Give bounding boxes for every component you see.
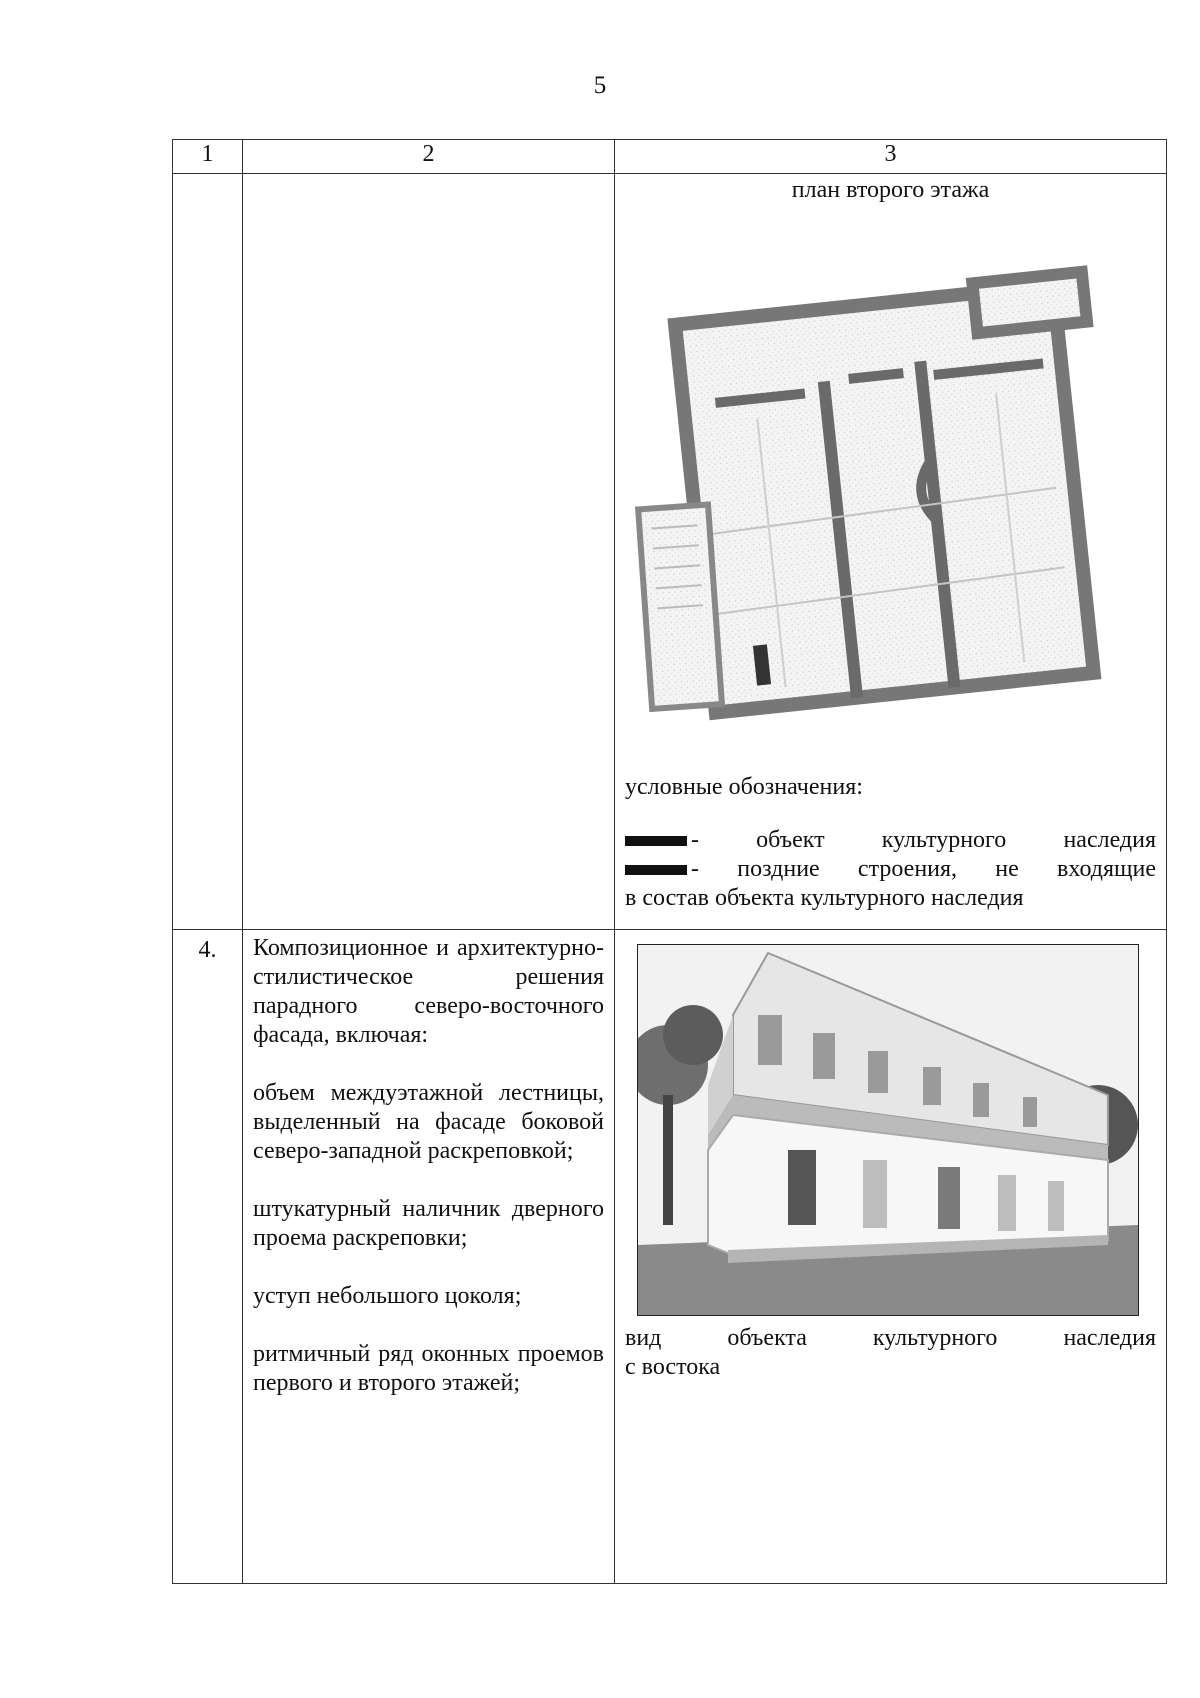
- description-paragraph: штукатурный наличник дверного проема раскреповки;: [253, 1196, 604, 1251]
- plan-cell: [615, 174, 1167, 930]
- building-photo: [637, 944, 1139, 1316]
- row-number: 4.: [173, 930, 243, 1584]
- plan-legend: [615, 773, 1166, 913]
- table-header-row: [173, 140, 1167, 174]
- photo-caption: [615, 1316, 1166, 1382]
- header-cell-1: 1: [173, 140, 243, 174]
- description-paragraph: объем междуэтажной лестницы, выделенный на фасаде боковой северо-западной раскреповкой;: [253, 1080, 604, 1164]
- legend-label-late: - поздние строения, не входящие: [691, 856, 1156, 882]
- floor-plan-drawing: [615, 205, 1167, 765]
- legend-item-late: [625, 855, 1156, 884]
- legend-swatch-heritage: [625, 836, 687, 846]
- caption-line-2: с востока: [625, 1354, 721, 1380]
- caption-line-1: вид объекта культурного наследия: [625, 1325, 1156, 1351]
- legend-item-late-cont: в состав объекта культурного наследия: [625, 885, 1024, 911]
- description-paragraph: Композиционное и архитектурно-стилистическое решения парадного северо-восточного фасада, включая:: [253, 935, 604, 1048]
- legend-title: условные обозначения:: [625, 774, 863, 800]
- plan-title: план второго этажа: [791, 177, 990, 203]
- legend-swatch-late: [625, 865, 687, 875]
- page-number: 5: [593, 72, 607, 99]
- legend-label-heritage: - объект культурного наследия: [691, 827, 1156, 853]
- legend-item-heritage: [625, 826, 1156, 855]
- header-cell-2: 2: [243, 140, 615, 174]
- photo-cell: [615, 930, 1167, 1584]
- heritage-table: [172, 139, 1167, 1584]
- table-row-plan: [173, 174, 1167, 930]
- empty-cell: [243, 174, 615, 930]
- facade-description: [243, 930, 615, 1584]
- table-row-facade: [173, 930, 1167, 1584]
- description-paragraph: уступ небольшого цоколя;: [253, 1283, 522, 1309]
- floor-plan-image: [615, 205, 1167, 765]
- header-cell-3: 3: [615, 140, 1167, 174]
- empty-cell: [173, 174, 243, 930]
- description-paragraph: ритмичный ряд оконных проемов первого и второго этажей;: [253, 1341, 604, 1396]
